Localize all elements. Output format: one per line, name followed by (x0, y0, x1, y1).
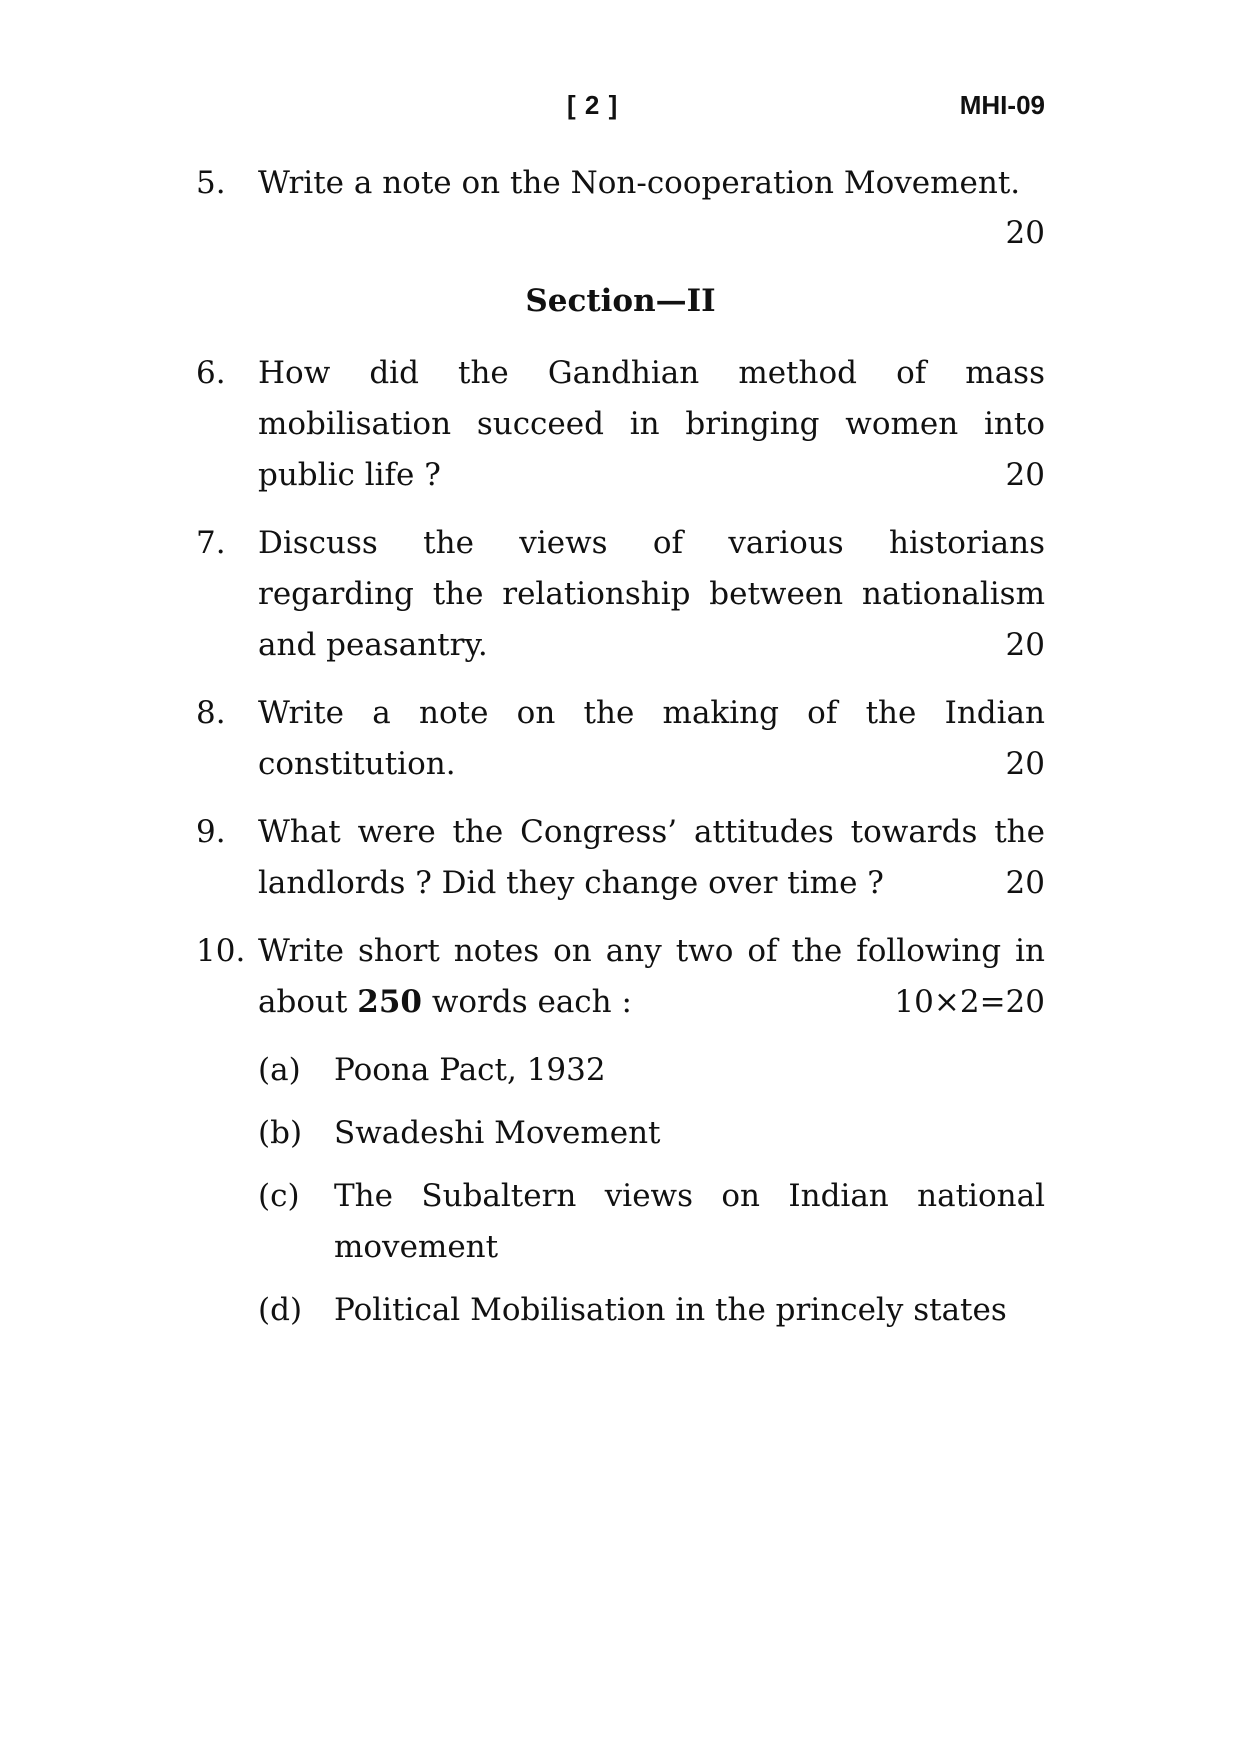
question-text-suffix: words each : (431, 984, 632, 1020)
page-header (0, 90, 1241, 130)
option-c (258, 1171, 1045, 1273)
question-text-line: mobilisation succeed in bringing women into (258, 406, 1045, 442)
option-text-line: movement (334, 1229, 499, 1265)
option-label: (a) (258, 1052, 301, 1088)
question-text-line: regarding the relationship between nationalism (258, 576, 1045, 612)
question-text-line: constitution. (258, 746, 456, 782)
question-9 (196, 807, 1045, 909)
option-label: (c) (258, 1178, 300, 1214)
question-text-last-line (258, 858, 1045, 909)
question-marks: 20 (1005, 215, 1045, 251)
option-text-line: The Subaltern views on Indian national (334, 1178, 1045, 1214)
question-number: 5. (196, 165, 226, 201)
question-8 (196, 688, 1045, 790)
short-note-options (196, 1045, 1045, 1336)
question-text-line: Write a note on the making of the Indian (258, 695, 1045, 731)
question-6 (196, 348, 1045, 501)
option-a (258, 1045, 1045, 1096)
word-count: 250 (357, 984, 422, 1020)
option-text: Poona Pact, 1932 (334, 1052, 606, 1088)
question-marks: 20 (1005, 627, 1045, 663)
question-10 (196, 926, 1045, 1028)
question-5 (196, 158, 1045, 259)
question-text-line: How did the Gandhian method of mass (258, 355, 1045, 391)
course-code: MHI-09 (959, 90, 1045, 120)
question-7 (196, 518, 1045, 671)
question-list (196, 158, 1045, 1348)
question-number: 7. (196, 525, 226, 561)
option-text: Swadeshi Movement (334, 1115, 661, 1151)
page-number: [ 2 ] (567, 90, 619, 120)
option-text: Political Mobilisation in the princely states (334, 1292, 1007, 1328)
option-b (258, 1108, 1045, 1159)
question-number: 10. (196, 933, 246, 969)
question-text-line: public life ? (258, 457, 441, 493)
question-text: Write a note on the Non-cooperation Movement. (258, 165, 1021, 201)
question-number: 8. (196, 695, 226, 731)
question-number: 9. (196, 814, 226, 850)
question-marks: 20 (1005, 746, 1045, 782)
question-marks: 10×2=20 (894, 984, 1045, 1020)
question-marks: 20 (1005, 865, 1045, 901)
option-label: (d) (258, 1292, 303, 1328)
question-text-last-line (258, 739, 1045, 790)
question-text-line: Discuss the views of various historians (258, 525, 1045, 561)
question-text-last-line (258, 977, 1045, 1028)
question-number: 6. (196, 355, 226, 391)
option-d (258, 1285, 1045, 1336)
option-label: (b) (258, 1115, 303, 1151)
question-text-prefix: about (258, 984, 348, 1020)
question-text-line: landlords ? Did they change over time ? (258, 865, 884, 901)
question-text-last-line (258, 450, 1045, 501)
question-text-line: Write short notes on any two of the following in (258, 933, 1045, 969)
question-marks: 20 (1005, 457, 1045, 493)
question-text-last-line (258, 620, 1045, 671)
section-title: Section—II (525, 283, 716, 319)
question-text-line: and peasantry. (258, 627, 488, 663)
question-text-line: What were the Congress’ attitudes towards the (258, 814, 1045, 850)
